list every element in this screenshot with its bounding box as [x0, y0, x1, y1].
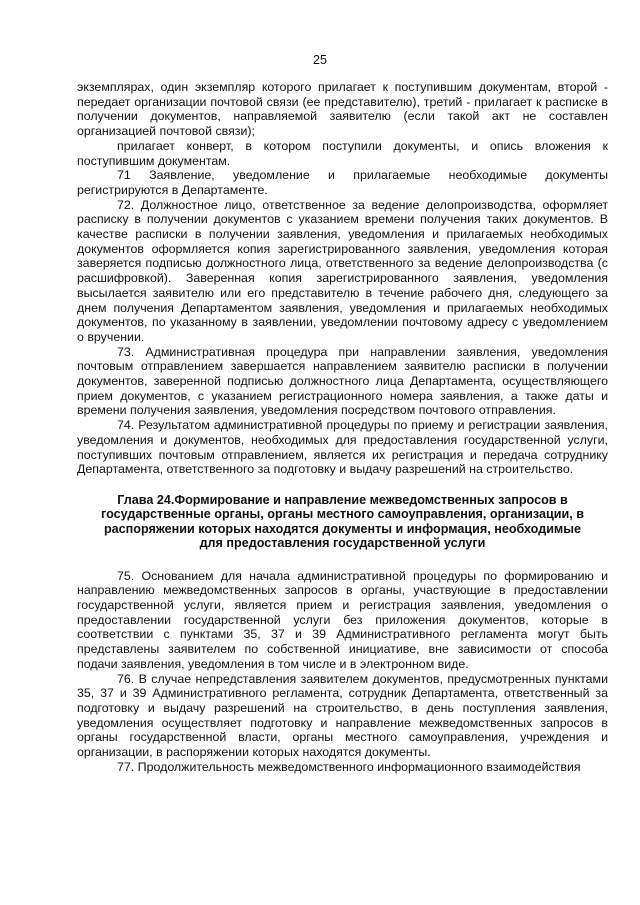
- paragraphs-before-heading: [77, 80, 608, 477]
- paragraph-75: 75. Основанием для начала административной процедуры по формированию и направлению межведомственных запросов в органы, участвующие в предоставлении государственной услуги, является прием и регистрация заявления, уведомления о предоставлении государственной услуги без приложения документов, которые в соответствии с пунктами 35, 37 и 39 Административного регламента могут быть представлены заявителем по собственной инициативе, вне зависимости от способа подачи заявления, уведомления в том числе и в электронном виде.: [77, 568, 608, 671]
- chapter-heading: Глава 24.Формирование и направление межведомственных запросов в государственные органы, органы местного самоуправления, организации, в распоряжении которых находятся документы и информация, необходимые для предоставления государственной услуги: [101, 492, 584, 551]
- paragraph-77: 77. Продолжительность межведомственного информационного взаимодействия: [117, 759, 581, 774]
- page-number: 25: [313, 53, 327, 67]
- paragraph-continuation-1: экземплярах, один экземпляр которого прилагает к поступившим документам, второй - передает организации почтовой связи (ее представителю), третий - прилагает к расписке в получении документов, направляемой заявителю (если такой акт не составлен организацией почтовой связи);: [77, 80, 608, 139]
- document-body: [77, 80, 608, 774]
- paragraphs-after-heading: [77, 569, 608, 775]
- paragraph-74: 74. Результатом административной процедуры по приему и регистрации заявления, уведомления и документов, необходимых для предоставления государственной услуги, поступивших почтовым отправлением, является их регистрация и передача сотруднику Департамента, ответственного за подготовку и выдачу разрешений на строительство.: [77, 418, 608, 477]
- paragraph-73: 73. Административная процедура при направлении заявления, уведомления почтовым отправлением завершается направлением заявителю расписки в получении документов, заверенной подписью должностного лица Департамента, осуществляющего прием документов, с указанием регистрационного номера заявления, а также даты и времени получения заявления, уведомления посредством почтового отправления.: [77, 344, 608, 418]
- paragraph-72: 72. Должностное лицо, ответственное за ведение делопроизводства, оформляет расписку в получении документов с указанием времени получения таких документов. В качестве расписки в получении заявления, уведомления и прилагаемых необходимых документов оформляется копия зарегистрированного заявления, уведомления которая заверяется подписью должностного лица, ответственного за ведение делопроизводства (с расшифровкой). Заверенная копия зарегистрированного заявления, уведомления высылается заявителю или его представителю в течение рабочего дня, следующего за днем получения Департаментом заявления, уведомления и прилагаемых необходимых документов, по указанному в заявлении, уведомлении почтовому адресу с уведомлением о вручении.: [77, 197, 608, 344]
- paragraph-envelope: прилагает конверт, в котором поступили документы, и опись вложения к поступившим документам.: [77, 138, 608, 168]
- paragraph-76: 76. В случае непредставления заявителем документов, предусмотренных пунктами 35, 37 и 39 Административного регламента, сотрудник Департамента, ответственный за подготовку и выдачу разрешений на строительство, в день поступления заявления, уведомления осуществляет подготовку и направление межведомственных запросов в органы государственной власти, органы местного самоуправления, учреждения и организации, в распоряжении которых находятся документы.: [77, 671, 608, 760]
- paragraph-71: 71 Заявление, уведомление и прилагаемые необходимые документы регистрируются в Департаменте.: [77, 168, 608, 197]
